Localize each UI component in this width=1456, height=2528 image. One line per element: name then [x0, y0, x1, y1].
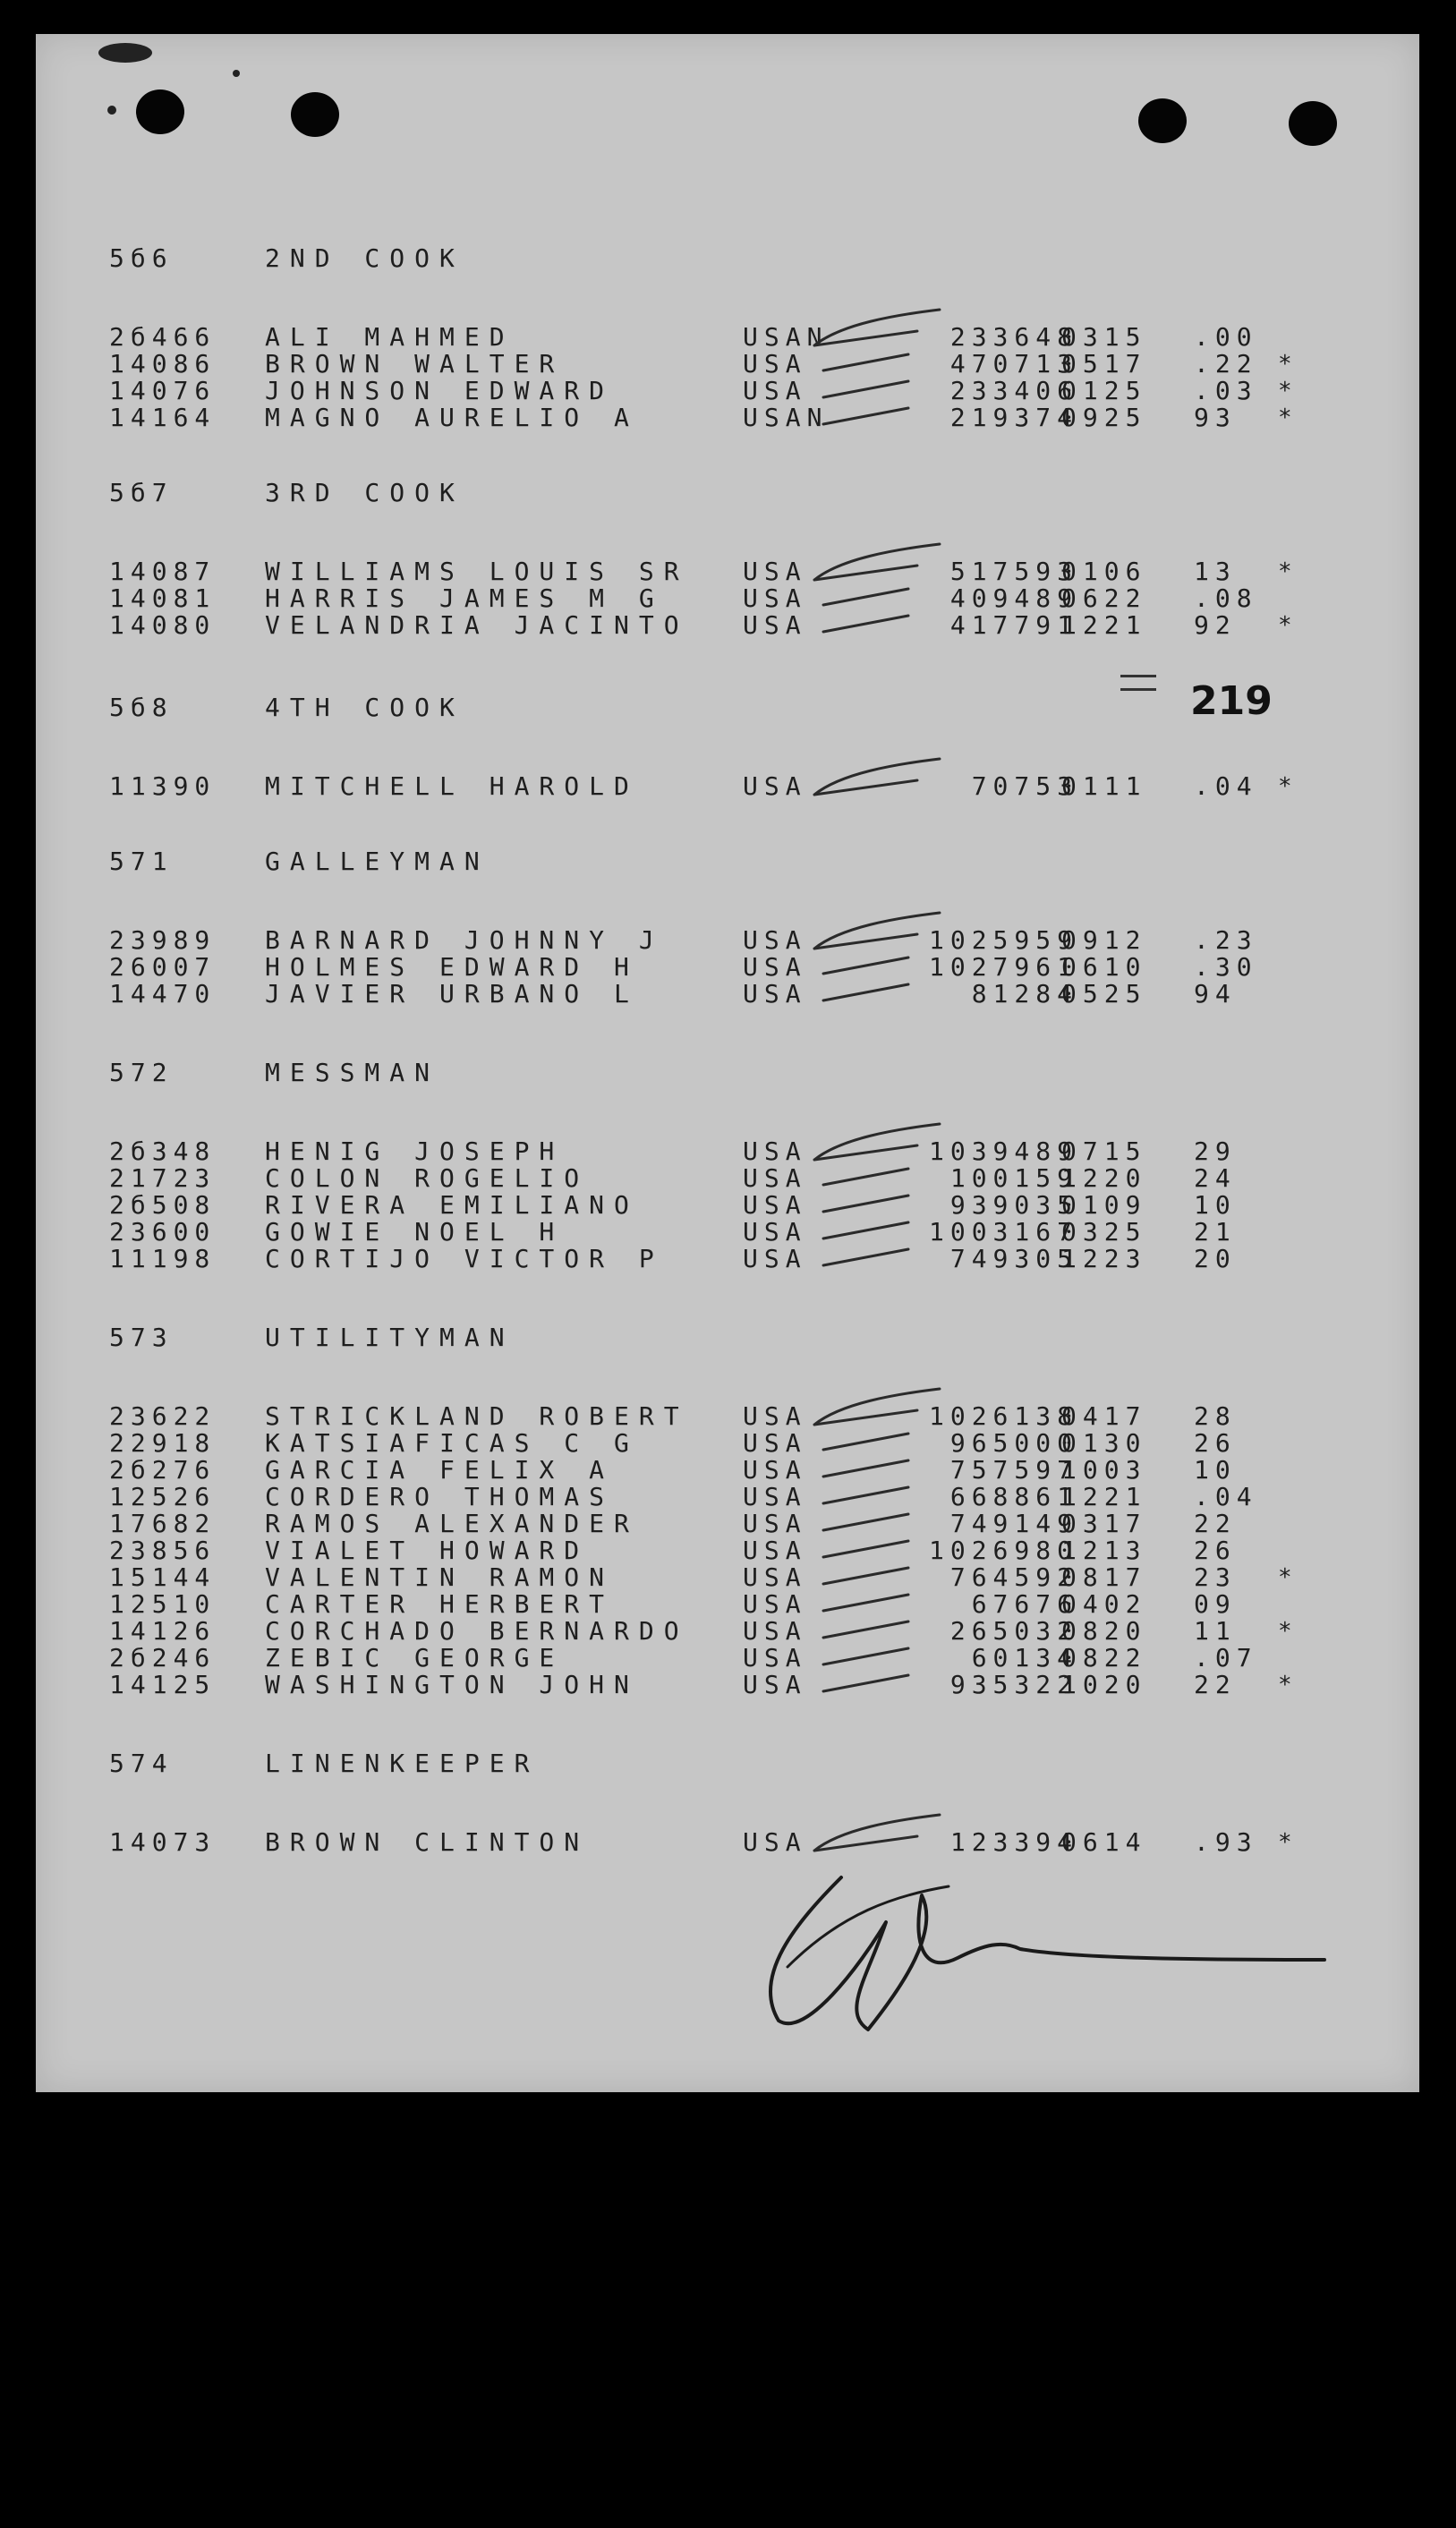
crew-name: HENIG JOSEPH — [265, 1136, 565, 1166]
crew-name: MAGNO AURELIO A — [265, 403, 639, 432]
crew-id: 23989 — [109, 925, 217, 955]
document-number: 939035 — [949, 1190, 1078, 1220]
nationality: USA — [743, 1455, 807, 1485]
crew-name: GOWIE NOEL H — [265, 1217, 565, 1247]
crew-id: 14081 — [109, 583, 217, 613]
section-code: 571 — [109, 847, 174, 876]
document-number: 965000 — [949, 1428, 1078, 1458]
ink-speck — [107, 106, 116, 115]
nationality: USA — [743, 1136, 807, 1166]
crew-id: 2б246 — [109, 1643, 217, 1673]
asterisk-mark: * — [1278, 378, 1298, 404]
document-number: 1039489 — [928, 1136, 1078, 1166]
crew-name: WILLIAMS LOUIS SR — [265, 557, 689, 586]
document-number: 100159 — [949, 1163, 1078, 1193]
nationality: USA — [743, 1163, 807, 1193]
document-number: 233406 — [949, 376, 1078, 405]
year-code: 23 — [1194, 1562, 1237, 1592]
document-number: 1027961 — [928, 952, 1078, 982]
section-code: 574 — [109, 1749, 174, 1778]
crew-name: ZEBIC GEORGE — [265, 1643, 565, 1673]
date-code: 0610 — [1061, 952, 1147, 982]
asterisk-mark: * — [1278, 1618, 1298, 1645]
section-code: 5б6 — [109, 243, 174, 273]
nationality: USA — [743, 1562, 807, 1592]
crew-id: 21723 — [109, 1163, 217, 1193]
year-code: .04 — [1194, 1482, 1258, 1511]
roster-row — [36, 954, 1419, 981]
roster-row — [36, 612, 1419, 639]
signature — [734, 1860, 1360, 2039]
date-code: 1003 — [1061, 1455, 1147, 1485]
document-number: 764592 — [949, 1562, 1078, 1592]
date-code: 0912 — [1061, 925, 1147, 955]
year-code: 21 — [1194, 1217, 1237, 1247]
crew-name: VIALET HOWARD — [265, 1536, 590, 1565]
section-title: 3RD COOK — [265, 478, 464, 507]
section-title: 4TH COOK — [265, 693, 464, 722]
crew-id: 14076 — [109, 376, 217, 405]
year-code: 10 — [1194, 1455, 1237, 1485]
document-number: 60134 — [971, 1643, 1078, 1673]
roster-row — [36, 1192, 1419, 1219]
crew-id: 2б466 — [109, 322, 217, 352]
nationality: USA — [743, 1428, 807, 1458]
nationality: USAN — [743, 322, 829, 352]
roster-row — [36, 1672, 1419, 1698]
section-code: 572 — [109, 1058, 174, 1087]
roster-row — [36, 927, 1419, 954]
date-code: 0130 — [1061, 1428, 1147, 1458]
roster-row — [36, 1246, 1419, 1273]
punch-hole — [1289, 101, 1337, 146]
nationality: USA — [743, 1190, 807, 1220]
section-code: 5б7 — [109, 478, 174, 507]
document-number: 757597 — [949, 1455, 1078, 1485]
crew-id: 26007 — [109, 952, 217, 982]
year-code: 09 — [1194, 1589, 1237, 1619]
date-code: 0820 — [1061, 1616, 1147, 1646]
crew-id: 22918 — [109, 1428, 217, 1458]
crew-name: HARRIS JAMES M G — [265, 583, 664, 613]
crew-id: 11390 — [109, 771, 217, 801]
date-code: 0109 — [1061, 1190, 1147, 1220]
roster-row — [36, 1457, 1419, 1484]
year-code: .93 — [1194, 1827, 1258, 1857]
date-code: 0106 — [1061, 557, 1147, 586]
crew-id: 14126 — [109, 1616, 217, 1646]
crew-name: COLON ROGELIO — [265, 1163, 590, 1193]
crew-name: RAMOS ALEXANDER — [265, 1509, 639, 1538]
crew-name: WASHINGTON JOHN — [265, 1670, 639, 1699]
date-code: 0125 — [1061, 376, 1147, 405]
document-number: 1026980 — [928, 1536, 1078, 1565]
document-number: 219374 — [949, 403, 1078, 432]
roster-row — [36, 324, 1419, 351]
crew-name: HOLMES EDWARD H — [265, 952, 639, 982]
year-code: .23 — [1194, 925, 1258, 955]
roster-row — [36, 585, 1419, 612]
roster-row — [36, 378, 1419, 404]
nationality: USA — [743, 1616, 807, 1646]
asterisk-mark: * — [1278, 351, 1298, 378]
date-code: 0317 — [1061, 1509, 1147, 1538]
document-number: 70753 — [971, 771, 1078, 801]
nationality: USA — [743, 1827, 807, 1857]
punch-hole — [291, 92, 339, 137]
asterisk-mark: * — [1278, 1564, 1298, 1591]
crew-name: STRICKLAND ROBERT — [265, 1401, 689, 1431]
crew-id: 15144 — [109, 1562, 217, 1592]
nationality: USA — [743, 1401, 807, 1431]
year-code: 92 — [1194, 610, 1237, 640]
roster-row — [36, 558, 1419, 585]
section-header — [36, 245, 1419, 272]
crew-name: BARNARD JOHNNY J — [265, 925, 664, 955]
date-code: 0822 — [1061, 1643, 1147, 1673]
date-code: 0715 — [1061, 1136, 1147, 1166]
nationality: USA — [743, 349, 807, 379]
crew-id: 14080 — [109, 610, 217, 640]
roster-row — [36, 1829, 1419, 1856]
document-number: 1025959 — [928, 925, 1078, 955]
document-number: 123394 — [949, 1827, 1078, 1857]
crew-name: GARCIA FELIX A — [265, 1455, 615, 1485]
section-header — [36, 1750, 1419, 1777]
crew-name: VELANDRIA JACINTO — [265, 610, 689, 640]
nationality: USA — [743, 610, 807, 640]
document-number: 81284 — [971, 979, 1078, 1009]
year-code: 94 — [1194, 979, 1237, 1009]
year-code: 13 — [1194, 557, 1237, 586]
roster-row — [36, 1591, 1419, 1618]
ink-speck — [233, 70, 240, 77]
date-code: 0417 — [1061, 1401, 1147, 1431]
roster-row — [36, 1564, 1419, 1591]
roster-row — [36, 773, 1419, 800]
nationality: USA — [743, 557, 807, 586]
crew-name: CORTIJO VICTOR P — [265, 1244, 664, 1273]
section-title: LINENKEEPER — [265, 1749, 540, 1778]
roster-row — [36, 1537, 1419, 1564]
document-number: 233648 — [949, 322, 1078, 352]
year-code: 29 — [1194, 1136, 1237, 1166]
year-code: 20 — [1194, 1244, 1237, 1273]
section-header — [36, 480, 1419, 506]
asterisk-mark: * — [1278, 612, 1298, 639]
crew-id: 17682 — [109, 1509, 217, 1538]
date-code: 0402 — [1061, 1589, 1147, 1619]
nationality: USA — [743, 1217, 807, 1247]
document-number: 409489 — [949, 583, 1078, 613]
date-code: 1221 — [1061, 1482, 1147, 1511]
section-header — [36, 694, 1419, 721]
crew-id: 14125 — [109, 1670, 217, 1699]
date-code: 0111 — [1061, 771, 1147, 801]
roster-row — [36, 1403, 1419, 1430]
year-code: 26 — [1194, 1536, 1237, 1565]
asterisk-mark: * — [1278, 773, 1298, 800]
nationality: USA — [743, 1643, 807, 1673]
crew-id: 14164 — [109, 403, 217, 432]
section-title: MESSMAN — [265, 1058, 440, 1087]
nationality: USA — [743, 771, 807, 801]
year-code: 22 — [1194, 1670, 1237, 1699]
roster-row — [36, 1165, 1419, 1192]
crew-id: 11198 — [109, 1244, 217, 1273]
nationality: USA — [743, 1589, 807, 1619]
year-code: 24 — [1194, 1163, 1237, 1193]
nationality: USA — [743, 583, 807, 613]
roster-row — [36, 1219, 1419, 1246]
date-code: 1223 — [1061, 1244, 1147, 1273]
year-code: .03 — [1194, 376, 1258, 405]
year-code: 10 — [1194, 1190, 1237, 1220]
year-code: .22 — [1194, 349, 1258, 379]
asterisk-mark: * — [1278, 1829, 1298, 1856]
document-number: 1026138 — [928, 1401, 1078, 1431]
crew-name: CORCHADO BERNARDO — [265, 1616, 689, 1646]
year-code: 22 — [1194, 1509, 1237, 1538]
roster-row — [36, 1430, 1419, 1457]
nationality: USA — [743, 925, 807, 955]
roster-row — [36, 1645, 1419, 1672]
document-number: 517593 — [949, 557, 1078, 586]
punch-hole — [1138, 98, 1187, 143]
document-number: 935322 — [949, 1670, 1078, 1699]
date-code: 0315 — [1061, 322, 1147, 352]
crew-id: 23856 — [109, 1536, 217, 1565]
asterisk-mark: * — [1278, 404, 1298, 431]
date-code: 0622 — [1061, 583, 1147, 613]
roster-row — [36, 351, 1419, 378]
crew-id: 23622 — [109, 1401, 217, 1431]
date-code: 0525 — [1061, 979, 1147, 1009]
document-sheet — [36, 34, 1419, 2092]
crew-name: RIVERA EMILIANO — [265, 1190, 639, 1220]
roster-row — [36, 981, 1419, 1008]
nationality: USA — [743, 1536, 807, 1565]
section-header — [36, 1060, 1419, 1086]
nationality: USA — [743, 979, 807, 1009]
crew-id: 14087 — [109, 557, 217, 586]
crew-name: CORDERO THOMAS — [265, 1482, 615, 1511]
crew-id: 2б348 — [109, 1136, 217, 1166]
ink-speck — [98, 43, 152, 63]
section-code: 573 — [109, 1323, 174, 1352]
document-number: 1003167 — [928, 1217, 1078, 1247]
year-code: 11 — [1194, 1616, 1237, 1646]
date-code: 0925 — [1061, 403, 1147, 432]
year-code: 28 — [1194, 1401, 1237, 1431]
crew-name: VALENTIN RAMON — [265, 1562, 615, 1592]
crew-name: ALI MAHMED — [265, 322, 515, 352]
date-code: 0325 — [1061, 1217, 1147, 1247]
nationality: USA — [743, 1244, 807, 1273]
document-number: 417791 — [949, 610, 1078, 640]
crew-id: 2б508 — [109, 1190, 217, 1220]
crew-id: 2б276 — [109, 1455, 217, 1485]
year-code: 26 — [1194, 1428, 1237, 1458]
date-code: 1213 — [1061, 1536, 1147, 1565]
date-code: 0817 — [1061, 1562, 1147, 1592]
nationality: USA — [743, 1509, 807, 1538]
section-title: UTILITYMAN — [265, 1323, 515, 1352]
roster-row — [36, 1484, 1419, 1511]
year-code: .07 — [1194, 1643, 1258, 1673]
roster-row — [36, 404, 1419, 431]
document-number: 668861 — [949, 1482, 1078, 1511]
nationality: USA — [743, 952, 807, 982]
crew-name: JAVIER URBANO L — [265, 979, 639, 1009]
page-number: 219 — [1190, 678, 1273, 724]
nationality: USA — [743, 376, 807, 405]
document-number: 67676 — [971, 1589, 1078, 1619]
document-number: 470713 — [949, 349, 1078, 379]
date-code: 1220 — [1061, 1163, 1147, 1193]
crew-id: 12526 — [109, 1482, 217, 1511]
year-code: .00 — [1194, 322, 1258, 352]
crew-name: JOHNSON EDWARD — [265, 376, 615, 405]
date-code: 1020 — [1061, 1670, 1147, 1699]
asterisk-mark: * — [1278, 558, 1298, 585]
document-number: 749149 — [949, 1509, 1078, 1538]
year-code: .08 — [1194, 583, 1258, 613]
crew-id: 23600 — [109, 1217, 217, 1247]
crew-name: BROWN CLINTON — [265, 1827, 590, 1857]
document-number: 749305 — [949, 1244, 1078, 1273]
nationality: USAN — [743, 403, 829, 432]
date-code: 0614 — [1061, 1827, 1147, 1857]
year-code: 93 — [1194, 403, 1237, 432]
document-number: 265032 — [949, 1616, 1078, 1646]
crew-id: 14073 — [109, 1827, 217, 1857]
crew-name: BROWN WALTER — [265, 349, 565, 379]
section-title: 2ND COOK — [265, 243, 464, 273]
year-code: .04 — [1194, 771, 1258, 801]
date-code: 1221 — [1061, 610, 1147, 640]
section-header — [36, 1324, 1419, 1351]
date-code: 0517 — [1061, 349, 1147, 379]
roster-row — [36, 1138, 1419, 1165]
nationality: USA — [743, 1670, 807, 1699]
roster-row — [36, 1618, 1419, 1645]
section-title: GALLEYMAN — [265, 847, 490, 876]
crew-id: 12510 — [109, 1589, 217, 1619]
section-code: 5б8 — [109, 693, 174, 722]
asterisk-mark: * — [1278, 1672, 1298, 1698]
year-code: .30 — [1194, 952, 1258, 982]
roster-row — [36, 1511, 1419, 1537]
crew-name: MITCHELL HAROLD — [265, 771, 639, 801]
nationality: USA — [743, 1482, 807, 1511]
crew-id: 14470 — [109, 979, 217, 1009]
section-header — [36, 848, 1419, 875]
crew-name: KATSIAFICAS C G — [265, 1428, 639, 1458]
crew-name: CARTER HERBERT — [265, 1589, 615, 1619]
punch-hole — [136, 89, 184, 134]
crew-id: 14086 — [109, 349, 217, 379]
